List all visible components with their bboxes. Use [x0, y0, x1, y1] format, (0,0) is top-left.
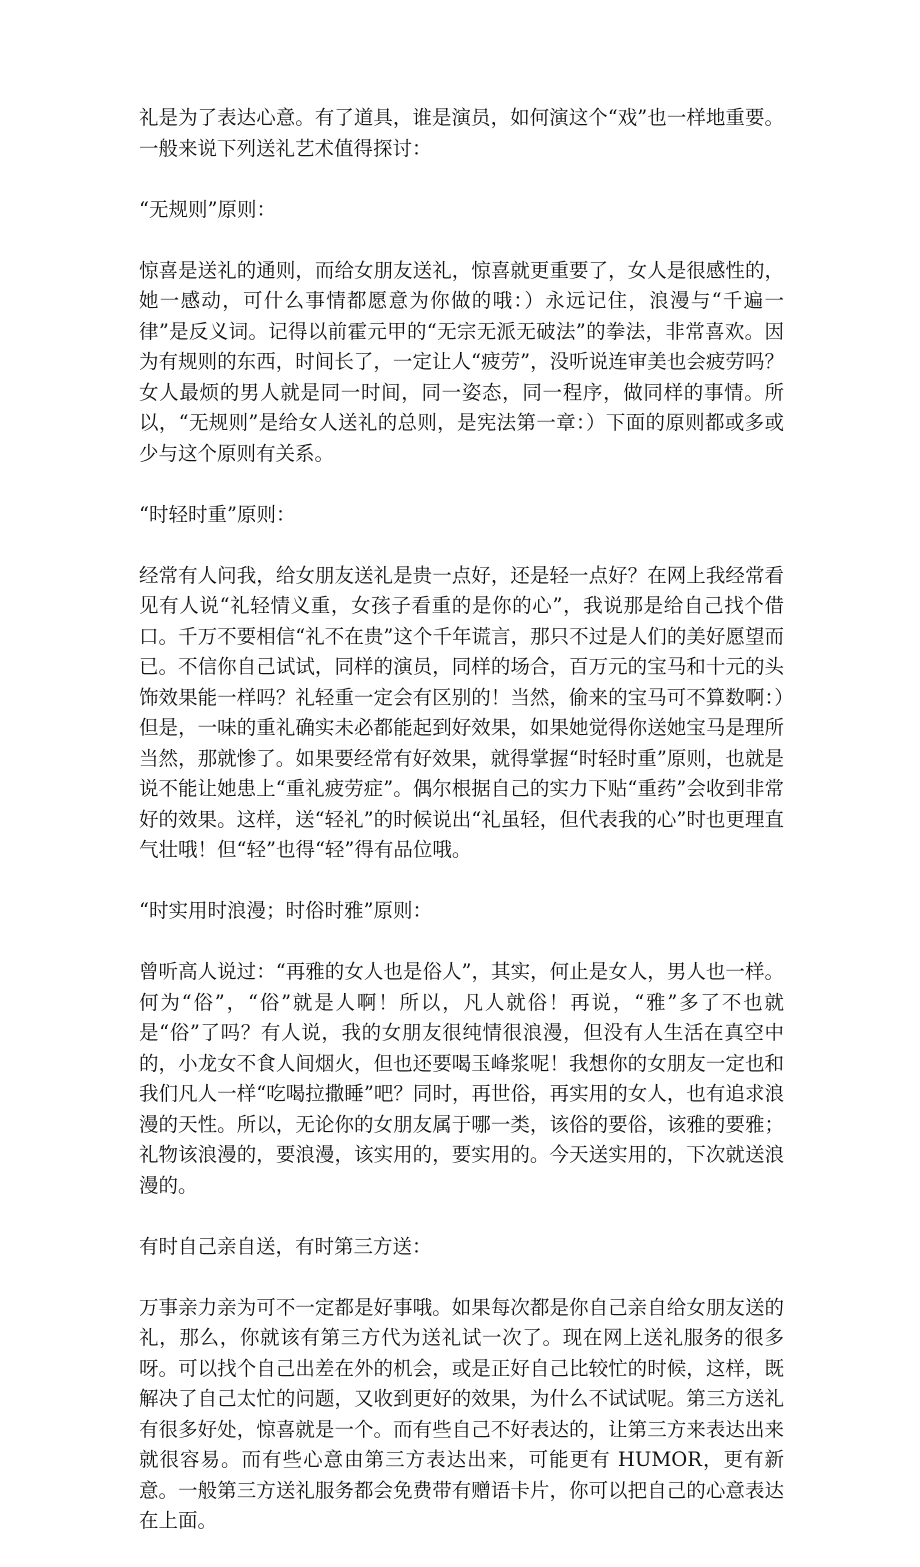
- intro-paragraph: 礼是为了表达心意。有了道具，谁是演员，如何演这个“戏”也一样地重要。一般来说下列送礼艺术值得探讨：: [139, 106, 784, 160]
- section-heading-light-heavy: “时轻时重”原则：: [139, 502, 296, 526]
- section-body-third-party: 万事亲力亲为可不一定都是好事哦。如果每次都是你自己亲自给女朋友送的礼，那么，你就该有第三方代为送礼试一次了。现在网上送礼服务的很多呀。可以找个自己出差在外的机会，或是正好自己比较忙的时候，这样，既解决了自己太忙的问题，又收到更好的效果，为什么不试试呢。第三方送礼有很多好处，惊喜就是一个。而有些自己不好表达的，让第三方来表达出来就很容易。而有些心意由第三方表达出来，可能更有 HUMOR，更有新意。一般第三方送礼服务都会免费带有赠语卡片，你可以把自己的心意表达在上面。: [139, 1295, 784, 1532]
- section-body-light-heavy: 经常有人问我，给女朋友送礼是贵一点好，还是轻一点好？在网上我经常看见有人说“礼轻情义重，女孩子看重的是你的心”，我说那是给自己找个借口。千万不要相信“礼不在贵”这个千年谎言，那只不过是人们的美好愿望而已。不信你自己试试，同样的演员，同样的场合，百万元的宝马和十元的头饰效果能一样吗？礼轻重一定会有区别的！当然，偷来的宝马可不算数啊：）但是，一味的重礼确实未必都能起到好效果，如果她觉得你送她宝马是理所当然，那就惨了。如果要经常有好效果，就得掌握“时轻时重”原则，也就是说不能让她患上“重礼疲劳症”。偶尔根据自己的实力下贴“重药”会收到非常好的效果。这样，送“轻礼”的时候说出“礼虽轻，但代表我的心”时也更理直气壮哦！但“轻”也得“轻”得有品位哦。: [139, 563, 784, 861]
- section-heading-third-party: 有时自己亲自送，有时第三方送：: [139, 1234, 432, 1258]
- section-body-practical-romantic: 曾听高人说过：“再雅的女人也是俗人”，其实，何止是女人，男人也一样。何为“俗”，“俗”就是人啊！所以，凡人就俗！再说，“雅”多了不也就是“俗”了吗？有人说，我的女朋友很纯情很浪漫，但没有人生活在真空中的，小龙女不食人间烟火，但也还要喝玉峰浆呢！我想你的女朋友一定也和我们凡人一样“吃喝拉撒睡”吧？同时，再世俗，再实用的女人，也有追求浪漫的天性。所以，无论你的女朋友属于哪一类，该俗的要俗，该雅的要雅；礼物该浪漫的，要浪漫，该实用的，要实用的。今天送实用的，下次就送浪漫的。: [139, 960, 784, 1197]
- section-heading-no-rules: “无规则”原则：: [139, 197, 276, 221]
- document-page: [139, 103, 784, 1567]
- section-body-no-rules: 惊喜是送礼的通则，而给女朋友送礼，惊喜就更重要了，女人是很感性的，她一感动，可什么事情都愿意为你做的哦：）永远记住，浪漫与“千遍一律”是反义词。记得以前霍元甲的“无宗无派无破法”的拳法，非常喜欢。因为有规则的东西，时间长了，一定让人“疲劳”，没听说连审美也会疲劳吗？女人最烦的男人就是同一时间，同一姿态，同一程序，做同样的事情。所以，“无规则”是给女人送礼的总则，是宪法第一章：）下面的原则都或多或少与这个原则有关系。: [139, 258, 784, 465]
- section-heading-practical-romantic: “时实用时浪漫；时俗时雅”原则：: [139, 899, 432, 922]
